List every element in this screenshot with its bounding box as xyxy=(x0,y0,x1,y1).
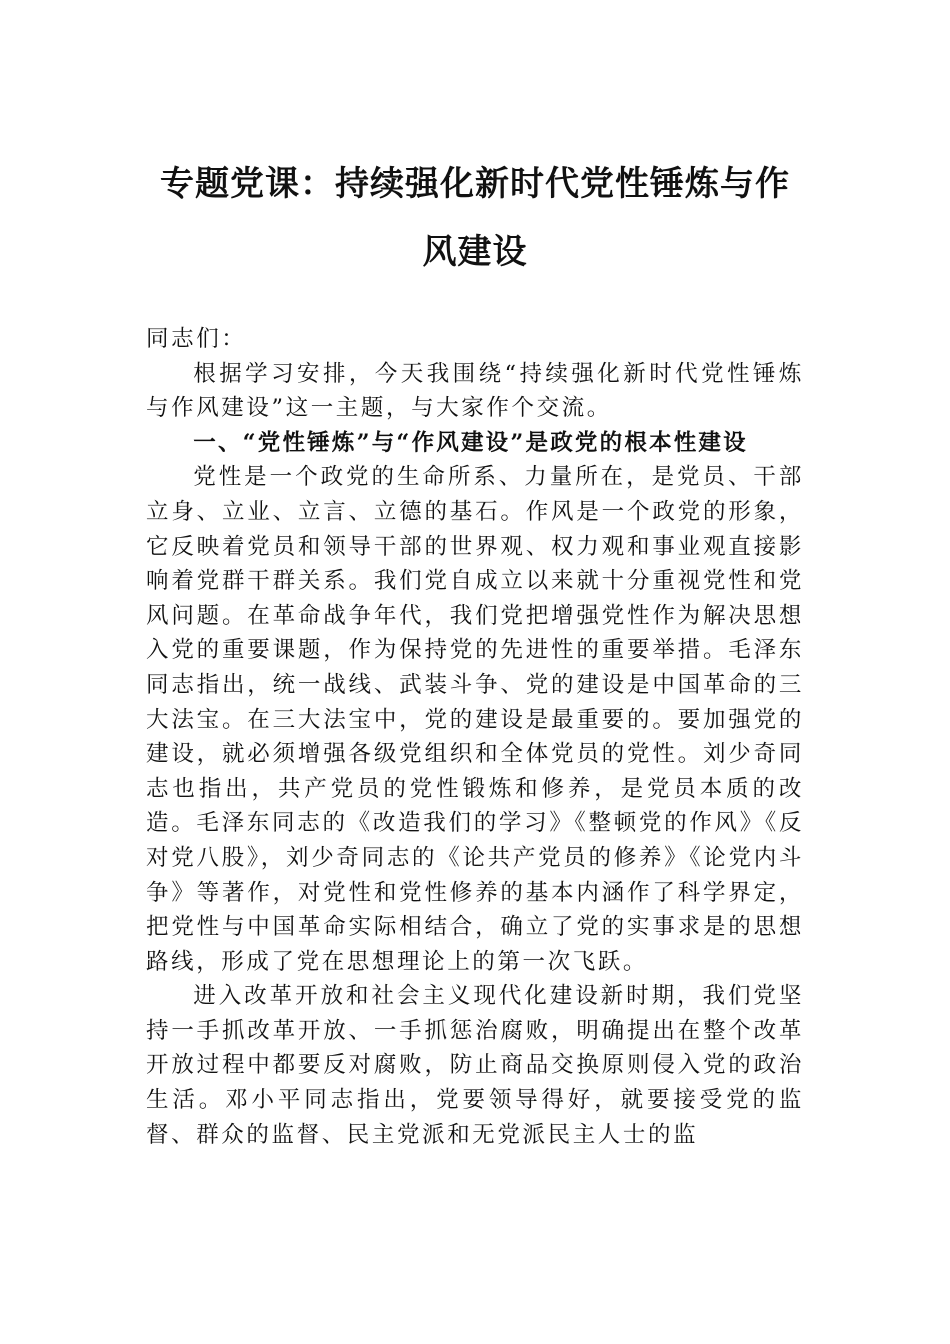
document-title: 专题党课：持续强化新时代党性锤炼与作风建设 xyxy=(160,164,790,272)
section-heading: 一、“党性锤炼”与“作风建设”是政党的根本性建设 xyxy=(193,429,748,456)
document-body xyxy=(146,322,804,1152)
body-paragraph: 党性是一个政党的生命所系、力量所在，是党员、干部立身、立业、立言、立德的基石。作风是一个政党的形象，它反映着党员和领导干部的世界观、权力观和事业观直接影响着党群干群关系。我们党自成立以来就十分重视党性和党风问题。在革命战争年代，我们党把增强党性作为解决思想入党的重要课题，作为保持党的先进性的重要举措。毛泽东同志指出，统一战线、武装斗争、党的建设是中国革命的三大法宝。在三大法宝中，党的建设是最重要的。要加强党的建设，就必须增强各级党组织和全体党员的党性。刘少奇同志也指出，共产党员的党性锻炼和修养，是党员本质的改造。毛泽东同志的《改造我们的学习》《整顿党的作风》《反对党八股》，刘少奇同志的《论共产党员的修养》《论党内斗争》等著作，对党性和党性修养的基本内涵作了科学界定，把党性与中国革命实际相结合，确立了党的实事求是的思想路线，形成了党在思想理论上的第一次飞跃。 xyxy=(146,464,804,975)
salutation: 同志们： xyxy=(146,326,247,352)
intro-paragraph: 根据学习安排，今天我围绕“持续强化新时代党性锤炼与作风建设”这一主题，与大家作个交流。 xyxy=(146,360,804,422)
body-paragraph: 进入改革开放和社会主义现代化建设新时期，我们党坚持一手抓改革开放、一手抓惩治腐败，明确提出在整个改革开放过程中都要反对腐败，防止商品交换原则侵入党的政治生活。邓小平同志指出，党要领导得好，就要接受党的监督、群众的监督、民主党派和无党派民主人士的监 xyxy=(146,983,804,1148)
